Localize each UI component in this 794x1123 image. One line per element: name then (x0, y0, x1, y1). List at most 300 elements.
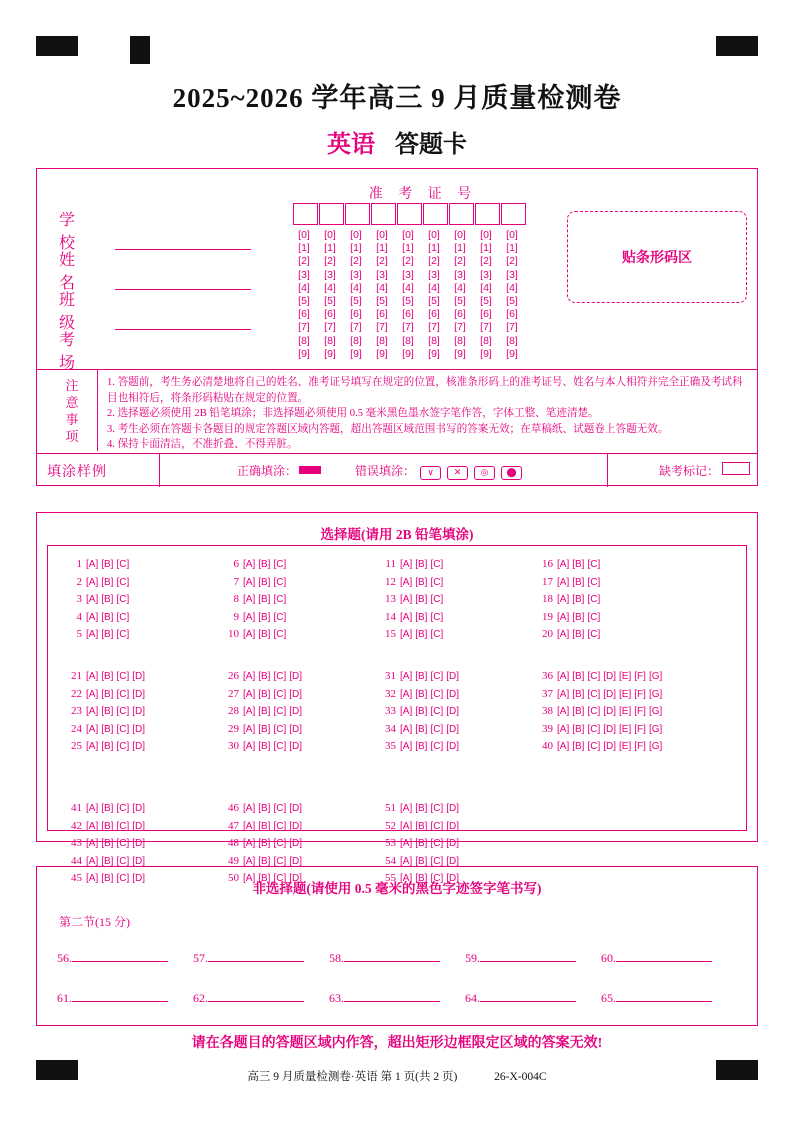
digit-bubble[interactable]: [0] (376, 229, 388, 241)
option-bubble[interactable]: [D] (289, 803, 303, 814)
digit-bubble[interactable]: [6] (506, 308, 518, 321)
option-bubble[interactable]: [A] (243, 706, 256, 717)
option-bubble[interactable]: [B] (258, 706, 271, 717)
option-bubble[interactable]: [D] (132, 873, 146, 884)
option-bubble[interactable]: [C] (273, 820, 287, 832)
question-row[interactable] (380, 686, 462, 704)
option-bubble[interactable]: [A] (86, 873, 99, 884)
digit-bubble[interactable]: [0] (454, 229, 466, 241)
answer-blank-line[interactable] (208, 989, 304, 1002)
option-bubble[interactable]: [B] (415, 723, 428, 735)
option-bubble[interactable]: [G] (648, 706, 663, 717)
option-bubble[interactable]: [A] (86, 855, 99, 867)
question-row[interactable] (537, 574, 603, 592)
question-row[interactable] (537, 626, 603, 644)
digit-bubble[interactable]: [7] (324, 321, 336, 334)
option-bubble[interactable]: [B] (101, 594, 114, 605)
digit-bubble[interactable]: [7] (376, 321, 388, 334)
option-bubble[interactable]: [B] (572, 741, 585, 752)
option-bubble[interactable]: [B] (415, 803, 428, 814)
option-bubble[interactable]: [B] (572, 706, 585, 717)
digit-bubble[interactable]: [3] (480, 268, 492, 281)
question-column[interactable] (380, 668, 462, 756)
option-bubble[interactable]: [D] (132, 803, 146, 814)
digit-bubble-row[interactable] (291, 255, 555, 267)
digit-bubble[interactable]: [7] (402, 321, 414, 334)
option-bubble[interactable]: [B] (258, 594, 271, 605)
digit-bubble[interactable]: [9] (428, 347, 440, 360)
option-bubble[interactable]: [C] (587, 594, 601, 605)
answer-blank-line[interactable] (480, 989, 576, 1002)
answer-blank[interactable] (193, 989, 329, 1006)
answer-blank-line[interactable] (480, 949, 576, 962)
digit-bubble[interactable]: [3] (402, 268, 414, 281)
option-bubble[interactable]: [A] (243, 688, 256, 700)
question-row[interactable] (380, 626, 446, 644)
option-bubble[interactable]: [A] (557, 688, 570, 700)
option-bubble[interactable]: [D] (132, 706, 146, 717)
option-bubble[interactable]: [A] (400, 671, 413, 682)
digit-bubble[interactable]: [9] (506, 347, 518, 360)
digit-bubble[interactable]: [9] (376, 347, 388, 360)
option-bubble[interactable]: [A] (400, 741, 413, 752)
question-row[interactable] (380, 738, 462, 756)
question-column[interactable] (223, 668, 305, 756)
option-bubble[interactable]: [C] (430, 706, 444, 717)
exam-number-cell[interactable] (293, 203, 318, 225)
option-bubble[interactable]: [B] (415, 559, 428, 570)
option-bubble[interactable]: [A] (86, 820, 99, 832)
option-bubble[interactable]: [F] (634, 671, 646, 682)
digit-bubble[interactable]: [0] (324, 229, 336, 241)
option-bubble[interactable]: [G] (648, 671, 663, 682)
option-bubble[interactable]: [C] (116, 706, 130, 717)
answer-blank-line[interactable] (72, 989, 168, 1002)
question-row[interactable] (223, 556, 289, 574)
option-bubble[interactable]: [D] (289, 820, 303, 832)
digit-bubble[interactable]: [8] (376, 334, 388, 347)
option-bubble[interactable]: [E] (619, 688, 632, 700)
digit-bubble[interactable]: [3] (428, 268, 440, 281)
option-bubble[interactable]: [C] (116, 576, 130, 588)
option-bubble[interactable]: [C] (273, 803, 287, 814)
option-bubble[interactable]: [G] (648, 741, 663, 752)
question-row[interactable] (380, 574, 446, 592)
option-bubble[interactable]: [C] (116, 671, 130, 682)
option-bubble[interactable]: [A] (400, 576, 413, 588)
digit-bubble[interactable]: [6] (428, 308, 440, 321)
option-bubble[interactable]: [C] (587, 559, 601, 570)
digit-bubble[interactable]: [2] (428, 255, 440, 268)
option-bubble[interactable]: [E] (619, 706, 632, 717)
option-bubble[interactable]: [C] (430, 855, 444, 867)
digit-bubble[interactable]: [7] (428, 321, 440, 334)
digit-bubble[interactable]: [7] (350, 321, 362, 334)
question-row[interactable] (380, 591, 446, 609)
option-bubble[interactable]: [D] (289, 671, 303, 682)
option-bubble[interactable]: [B] (258, 855, 271, 867)
exam-number-cell[interactable] (423, 203, 448, 225)
option-bubble[interactable]: [B] (101, 838, 114, 849)
option-bubble[interactable]: [A] (243, 611, 256, 623)
digit-bubble[interactable]: [6] (324, 308, 336, 321)
digit-bubble[interactable]: [1] (454, 242, 466, 255)
digit-bubble[interactable]: [8] (298, 334, 310, 347)
digit-bubble[interactable]: [1] (428, 242, 440, 255)
digit-bubble[interactable]: [5] (324, 294, 336, 307)
option-bubble[interactable]: [C] (116, 855, 130, 867)
digit-bubble[interactable]: [5] (298, 294, 310, 307)
option-bubble[interactable]: [B] (415, 611, 428, 623)
option-bubble[interactable]: [B] (258, 723, 271, 735)
question-row[interactable] (66, 818, 148, 836)
digit-bubble[interactable]: [0] (298, 229, 310, 241)
answer-blank-row-2[interactable] (57, 989, 741, 1007)
digit-bubble-row[interactable] (291, 282, 555, 294)
option-bubble[interactable]: [B] (415, 594, 428, 605)
question-row[interactable] (537, 609, 603, 627)
digit-bubble[interactable]: [6] (376, 308, 388, 321)
option-bubble[interactable]: [D] (132, 838, 146, 849)
option-bubble[interactable]: [C] (430, 741, 444, 752)
option-bubble[interactable]: [B] (258, 873, 271, 884)
option-bubble[interactable]: [B] (572, 559, 585, 570)
question-row[interactable] (223, 626, 289, 644)
digit-bubble[interactable]: [9] (402, 347, 414, 360)
question-column[interactable] (223, 556, 289, 644)
option-bubble[interactable]: [C] (273, 838, 287, 849)
exam-number-cell[interactable] (371, 203, 396, 225)
option-bubble[interactable]: [D] (603, 671, 617, 682)
option-bubble[interactable]: [A] (557, 629, 570, 640)
digit-bubble[interactable]: [5] (376, 294, 388, 307)
question-column[interactable] (66, 668, 148, 756)
option-bubble[interactable]: [D] (132, 723, 146, 735)
option-bubble[interactable]: [D] (132, 688, 146, 700)
option-bubble[interactable]: [A] (400, 803, 413, 814)
digit-bubble[interactable]: [4] (428, 281, 440, 294)
option-bubble[interactable]: [C] (587, 723, 601, 735)
digit-bubble[interactable]: [2] (324, 255, 336, 268)
option-bubble[interactable]: [C] (587, 688, 601, 700)
option-bubble[interactable]: [C] (273, 706, 287, 717)
question-column[interactable] (537, 556, 603, 644)
option-bubble[interactable]: [F] (634, 741, 646, 752)
option-bubble[interactable]: [E] (619, 741, 632, 752)
question-row[interactable] (66, 835, 148, 853)
option-bubble[interactable]: [C] (587, 611, 601, 623)
option-bubble[interactable]: [B] (415, 629, 428, 640)
digit-bubble[interactable]: [9] (298, 347, 310, 360)
option-bubble[interactable]: [D] (132, 741, 146, 752)
option-bubble[interactable]: [B] (572, 723, 585, 735)
option-bubble[interactable]: [A] (243, 723, 256, 735)
digit-bubble[interactable]: [0] (480, 229, 492, 241)
option-bubble[interactable]: [A] (86, 723, 99, 735)
question-column[interactable] (66, 556, 132, 644)
digit-bubble[interactable]: [6] (298, 308, 310, 321)
question-row[interactable] (223, 703, 305, 721)
option-bubble[interactable]: [A] (557, 559, 570, 570)
answer-blank[interactable] (465, 989, 601, 1006)
digit-bubble[interactable]: [7] (480, 321, 492, 334)
option-bubble[interactable]: [B] (572, 688, 585, 700)
option-bubble[interactable]: [B] (415, 706, 428, 717)
option-bubble[interactable]: [A] (400, 838, 413, 849)
digit-bubble[interactable]: [1] (298, 242, 310, 255)
digit-bubble[interactable]: [0] (428, 229, 440, 241)
option-bubble[interactable]: [C] (116, 611, 130, 623)
option-bubble[interactable]: [C] (273, 873, 287, 884)
option-bubble[interactable]: [C] (273, 723, 287, 735)
exam-number-cell[interactable] (319, 203, 344, 225)
digit-bubble[interactable]: [0] (402, 229, 414, 241)
digit-bubble[interactable]: [9] (324, 347, 336, 360)
digit-bubble[interactable]: [7] (506, 321, 518, 334)
digit-bubble-row[interactable] (291, 348, 555, 360)
option-bubble[interactable]: [B] (101, 611, 114, 623)
question-row[interactable] (380, 609, 446, 627)
option-bubble[interactable]: [D] (446, 741, 460, 752)
answer-blank-line[interactable] (616, 989, 712, 1002)
option-bubble[interactable]: [C] (273, 855, 287, 867)
option-bubble[interactable]: [A] (400, 594, 413, 605)
option-bubble[interactable]: [B] (258, 838, 271, 849)
option-bubble[interactable]: [B] (101, 741, 114, 752)
digit-bubble[interactable]: [1] (402, 242, 414, 255)
answer-blank[interactable] (193, 949, 329, 966)
option-bubble[interactable]: [A] (557, 741, 570, 752)
option-bubble[interactable]: [D] (289, 838, 303, 849)
question-row[interactable] (66, 686, 148, 704)
option-bubble[interactable]: [A] (400, 688, 413, 700)
answer-blank[interactable] (601, 989, 737, 1006)
digit-bubble[interactable]: [3] (298, 268, 310, 281)
digit-bubble[interactable]: [1] (376, 242, 388, 255)
option-bubble[interactable]: [A] (400, 629, 413, 640)
option-bubble[interactable]: [B] (572, 594, 585, 605)
option-bubble[interactable]: [A] (86, 803, 99, 814)
option-bubble[interactable]: [C] (430, 594, 444, 605)
question-row[interactable] (66, 609, 132, 627)
option-bubble[interactable]: [A] (557, 611, 570, 623)
option-bubble[interactable]: [A] (557, 594, 570, 605)
digit-bubble-row[interactable] (291, 308, 555, 320)
answer-blank[interactable] (601, 949, 737, 966)
option-bubble[interactable]: [D] (603, 688, 617, 700)
question-row[interactable] (66, 721, 148, 739)
answer-blank-line[interactable] (344, 949, 440, 962)
option-bubble[interactable]: [A] (86, 838, 99, 849)
digit-bubble[interactable]: [1] (480, 242, 492, 255)
option-bubble[interactable]: [B] (415, 671, 428, 682)
question-row[interactable] (66, 738, 148, 756)
option-bubble[interactable]: [D] (446, 803, 460, 814)
option-bubble[interactable]: [D] (603, 741, 617, 752)
option-bubble[interactable]: [C] (587, 741, 601, 752)
option-bubble[interactable]: [C] (273, 629, 287, 640)
option-bubble[interactable]: [B] (101, 576, 114, 588)
digit-bubble[interactable]: [6] (454, 308, 466, 321)
option-bubble[interactable]: [A] (243, 741, 256, 752)
digit-bubble[interactable]: [0] (506, 229, 518, 241)
digit-bubble[interactable]: [4] (350, 281, 362, 294)
option-bubble[interactable]: [B] (101, 688, 114, 700)
option-bubble[interactable]: [A] (400, 706, 413, 717)
digit-bubble[interactable]: [9] (350, 347, 362, 360)
option-bubble[interactable]: [D] (446, 671, 460, 682)
answer-blank-line[interactable] (208, 949, 304, 962)
option-bubble[interactable]: [B] (101, 803, 114, 814)
exam-number-cell[interactable] (501, 203, 526, 225)
option-bubble[interactable]: [C] (430, 803, 444, 814)
option-bubble[interactable]: [D] (289, 741, 303, 752)
option-bubble[interactable]: [C] (273, 611, 287, 623)
option-bubble[interactable]: [B] (258, 671, 271, 682)
option-bubble[interactable]: [A] (243, 855, 256, 867)
option-bubble[interactable]: [D] (603, 723, 617, 735)
digit-bubble[interactable]: [5] (454, 294, 466, 307)
digit-bubble[interactable]: [8] (350, 334, 362, 347)
option-bubble[interactable]: [A] (86, 629, 99, 640)
question-row[interactable] (537, 556, 603, 574)
option-bubble[interactable]: [A] (243, 576, 256, 588)
question-row[interactable] (66, 800, 148, 818)
option-bubble[interactable]: [D] (446, 723, 460, 735)
option-bubble[interactable]: [D] (289, 723, 303, 735)
question-row[interactable] (537, 721, 665, 739)
digit-bubble[interactable]: [1] (506, 242, 518, 255)
option-bubble[interactable]: [A] (400, 873, 413, 884)
option-bubble[interactable]: [D] (446, 855, 460, 867)
option-bubble[interactable]: [A] (86, 688, 99, 700)
option-bubble[interactable]: [E] (619, 723, 632, 735)
option-bubble[interactable]: [A] (86, 559, 99, 570)
exam-number-bubble-grid[interactable] (291, 229, 555, 361)
option-bubble[interactable]: [A] (243, 671, 256, 682)
option-bubble[interactable]: [B] (415, 838, 428, 849)
option-bubble[interactable]: [B] (415, 820, 428, 832)
digit-bubble[interactable]: [0] (350, 229, 362, 241)
option-bubble[interactable]: [C] (273, 576, 287, 588)
option-bubble[interactable]: [C] (116, 594, 130, 605)
digit-bubble-row[interactable] (291, 335, 555, 347)
option-bubble[interactable]: [C] (273, 594, 287, 605)
answer-blank-row-1[interactable] (57, 949, 741, 967)
option-bubble[interactable]: [B] (258, 741, 271, 752)
option-bubble[interactable]: [G] (648, 723, 663, 735)
digit-bubble[interactable]: [1] (350, 242, 362, 255)
question-row[interactable] (223, 591, 289, 609)
question-row[interactable] (380, 818, 462, 836)
question-row[interactable] (223, 686, 305, 704)
option-bubble[interactable]: [D] (446, 820, 460, 832)
exam-number-cell[interactable] (397, 203, 422, 225)
digit-bubble[interactable]: [4] (376, 281, 388, 294)
digit-bubble[interactable]: [7] (298, 321, 310, 334)
option-bubble[interactable]: [A] (400, 820, 413, 832)
digit-bubble[interactable]: [2] (298, 255, 310, 268)
option-bubble[interactable]: [E] (619, 671, 632, 682)
option-bubble[interactable]: [D] (446, 688, 460, 700)
option-bubble[interactable]: [A] (243, 820, 256, 832)
question-row[interactable] (537, 668, 665, 686)
question-row[interactable] (223, 835, 305, 853)
question-row[interactable] (66, 591, 132, 609)
option-bubble[interactable]: [C] (116, 741, 130, 752)
option-bubble[interactable]: [A] (400, 723, 413, 735)
option-bubble[interactable]: [B] (415, 741, 428, 752)
digit-bubble-row[interactable] (291, 269, 555, 281)
option-bubble[interactable]: [B] (101, 723, 114, 735)
question-row[interactable] (380, 703, 462, 721)
digit-bubble[interactable]: [5] (480, 294, 492, 307)
option-bubble[interactable]: [F] (634, 706, 646, 717)
digit-bubble-row[interactable] (291, 321, 555, 333)
option-bubble[interactable]: [D] (446, 706, 460, 717)
option-bubble[interactable]: [B] (415, 855, 428, 867)
digit-bubble[interactable]: [4] (480, 281, 492, 294)
option-bubble[interactable]: [C] (273, 741, 287, 752)
option-bubble[interactable]: [A] (557, 576, 570, 588)
option-bubble[interactable]: [B] (101, 855, 114, 867)
option-bubble[interactable]: [C] (273, 559, 287, 570)
question-row[interactable] (223, 574, 289, 592)
option-bubble[interactable]: [A] (557, 706, 570, 717)
digit-bubble[interactable]: [8] (454, 334, 466, 347)
digit-bubble[interactable]: [8] (402, 334, 414, 347)
digit-bubble[interactable]: [2] (454, 255, 466, 268)
digit-bubble[interactable]: [3] (506, 268, 518, 281)
digit-bubble[interactable]: [5] (428, 294, 440, 307)
digit-bubble[interactable]: [9] (480, 347, 492, 360)
digit-bubble[interactable]: [8] (428, 334, 440, 347)
option-bubble[interactable]: [B] (415, 576, 428, 588)
option-bubble[interactable]: [A] (243, 873, 256, 884)
option-bubble[interactable]: [C] (430, 629, 444, 640)
option-bubble[interactable]: [B] (258, 820, 271, 832)
exam-number-cell[interactable] (475, 203, 500, 225)
digit-bubble[interactable]: [5] (402, 294, 414, 307)
option-bubble[interactable]: [C] (430, 873, 444, 884)
option-bubble[interactable]: [C] (587, 629, 601, 640)
option-bubble[interactable]: [F] (634, 688, 646, 700)
option-bubble[interactable]: [G] (648, 688, 663, 700)
question-row[interactable] (223, 609, 289, 627)
option-bubble[interactable]: [C] (116, 688, 130, 700)
option-bubble[interactable]: [B] (101, 559, 114, 570)
option-bubble[interactable]: [B] (415, 688, 428, 700)
option-bubble[interactable]: [A] (557, 671, 570, 682)
absent-mark-box[interactable] (722, 462, 750, 475)
question-row[interactable] (537, 686, 665, 704)
digit-bubble[interactable]: [5] (506, 294, 518, 307)
option-bubble[interactable]: [C] (587, 576, 601, 588)
option-bubble[interactable]: [C] (587, 671, 601, 682)
option-bubble[interactable]: [B] (258, 688, 271, 700)
answer-blank[interactable] (57, 949, 193, 966)
digit-bubble[interactable]: [6] (402, 308, 414, 321)
option-bubble[interactable]: [C] (587, 706, 601, 717)
exam-number-entry-grid[interactable] (293, 203, 551, 225)
option-bubble[interactable]: [C] (430, 611, 444, 623)
option-bubble[interactable]: [B] (572, 611, 585, 623)
digit-bubble[interactable]: [2] (350, 255, 362, 268)
question-row[interactable] (66, 574, 132, 592)
digit-bubble-row[interactable] (291, 229, 555, 241)
answer-blank-line[interactable] (616, 949, 712, 962)
option-bubble[interactable]: [B] (258, 576, 271, 588)
